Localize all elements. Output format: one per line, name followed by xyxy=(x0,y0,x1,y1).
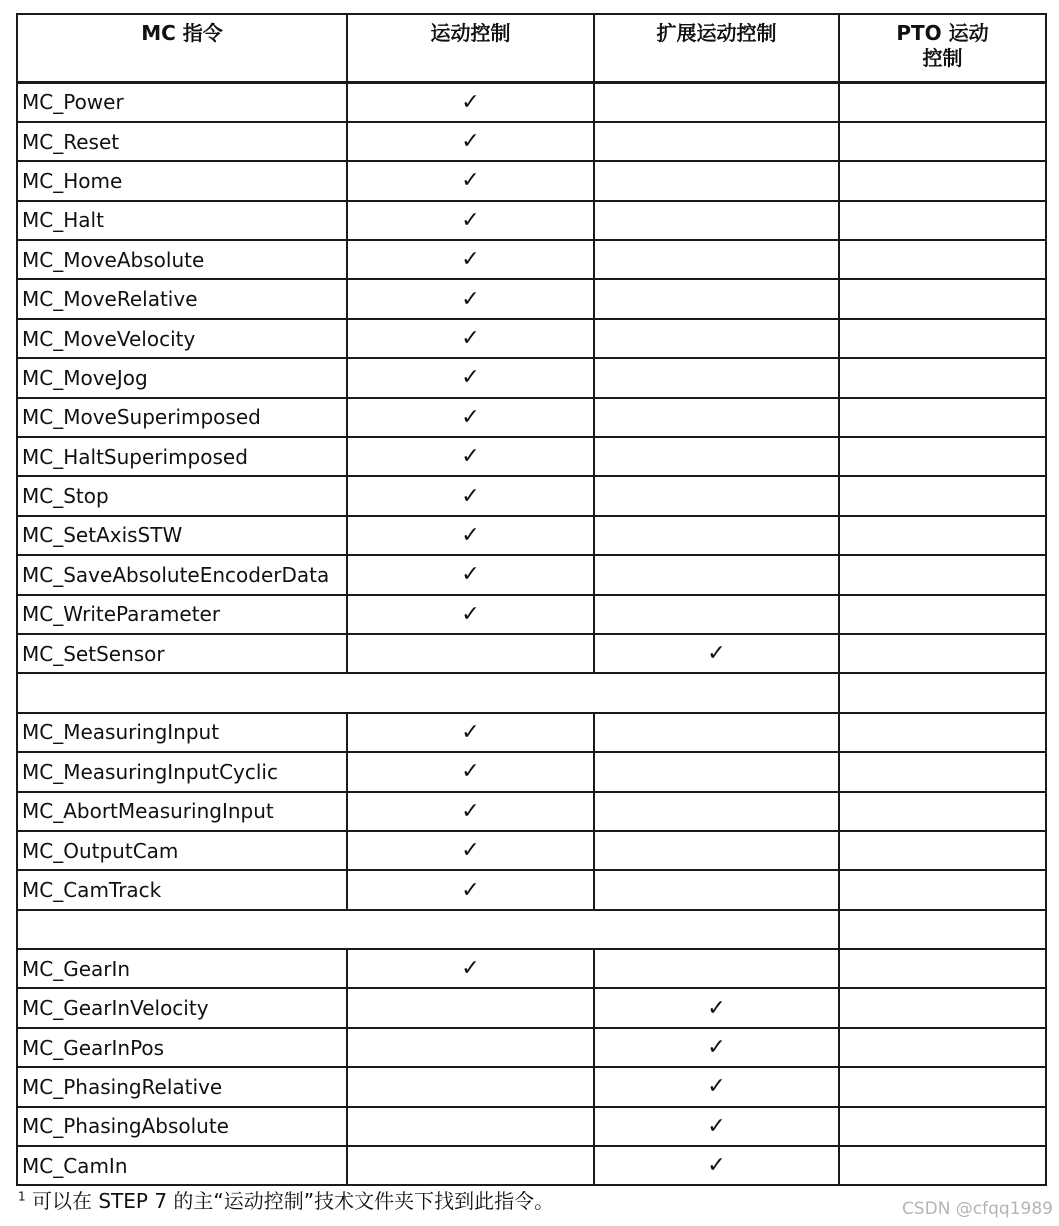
checkmark-icon: ✓ xyxy=(347,122,594,161)
empty-cell xyxy=(594,713,839,752)
empty-cell xyxy=(594,870,839,909)
empty-cell xyxy=(839,831,1046,870)
checkmark-icon: ✓ xyxy=(347,437,594,476)
table-row xyxy=(17,398,1046,437)
empty-cell xyxy=(347,988,594,1027)
empty-cell xyxy=(594,949,839,988)
empty-cell xyxy=(839,555,1046,594)
empty-cell xyxy=(594,792,839,831)
empty-cell xyxy=(839,595,1046,634)
table-row xyxy=(17,555,1046,594)
table-row xyxy=(17,713,1046,752)
instruction-name: MC_Home xyxy=(17,161,347,200)
empty-cell xyxy=(594,319,839,358)
instruction-name: MC_GearIn xyxy=(17,949,347,988)
instruction-name: MC_WriteParameter xyxy=(17,595,347,634)
checkmark-icon: ✓ xyxy=(594,1146,839,1185)
table-body xyxy=(17,83,1046,1186)
checkmark-icon: ✓ xyxy=(594,1067,839,1106)
checkmark-icon: ✓ xyxy=(347,516,594,555)
empty-cell xyxy=(594,476,839,515)
empty-cell xyxy=(839,870,1046,909)
mc-instruction-table xyxy=(16,13,1047,1186)
checkmark-icon: ✓ xyxy=(594,988,839,1027)
empty-cell xyxy=(347,1107,594,1146)
checkmark-icon: ✓ xyxy=(347,870,594,909)
instruction-name: MC_SetAxisSTW xyxy=(17,516,347,555)
empty-cell xyxy=(594,122,839,161)
table-row xyxy=(17,83,1046,122)
empty-cell xyxy=(839,752,1046,791)
empty-cell xyxy=(839,988,1046,1027)
instruction-name: MC_MoveJog xyxy=(17,358,347,397)
empty-cell xyxy=(594,398,839,437)
empty-cell xyxy=(594,201,839,240)
empty-cell xyxy=(839,1067,1046,1106)
instruction-name: MC_GearInVelocity xyxy=(17,988,347,1027)
instruction-name: MC_CamTrack xyxy=(17,870,347,909)
checkmark-icon: ✓ xyxy=(347,83,594,122)
checkmark-icon: ✓ xyxy=(347,201,594,240)
checkmark-icon: ✓ xyxy=(347,595,594,634)
empty-cell xyxy=(839,319,1046,358)
checkmark-icon: ✓ xyxy=(347,792,594,831)
separator-row xyxy=(17,673,1046,712)
instruction-name: MC_SetSensor xyxy=(17,634,347,673)
table-row xyxy=(17,949,1046,988)
empty-cell xyxy=(839,949,1046,988)
instruction-name: MC_OutputCam xyxy=(17,831,347,870)
header-row xyxy=(17,14,1046,83)
instruction-name: MC_MoveRelative xyxy=(17,279,347,318)
instruction-name: MC_MeasuringInputCyclic xyxy=(17,752,347,791)
table-row xyxy=(17,1028,1046,1067)
header-motion-control: 运动控制 xyxy=(347,14,594,83)
header-pto-motion-control: PTO 运动控制 xyxy=(839,14,1046,83)
table-row xyxy=(17,516,1046,555)
empty-cell xyxy=(594,831,839,870)
empty-cell xyxy=(594,437,839,476)
table-row xyxy=(17,161,1046,200)
instruction-name: MC_Stop xyxy=(17,476,347,515)
table-row xyxy=(17,752,1046,791)
instruction-name: MC_Halt xyxy=(17,201,347,240)
table-row xyxy=(17,1107,1046,1146)
checkmark-icon: ✓ xyxy=(347,949,594,988)
instruction-name: MC_PhasingRelative xyxy=(17,1067,347,1106)
table-row xyxy=(17,1146,1046,1185)
empty-cell xyxy=(347,634,594,673)
empty-cell xyxy=(839,1028,1046,1067)
checkmark-icon: ✓ xyxy=(347,713,594,752)
instruction-name: MC_MoveVelocity xyxy=(17,319,347,358)
empty-cell xyxy=(347,1067,594,1106)
empty-cell xyxy=(839,476,1046,515)
empty-cell xyxy=(839,398,1046,437)
empty-cell xyxy=(839,358,1046,397)
instruction-name: MC_GearInPos xyxy=(17,1028,347,1067)
empty-cell xyxy=(839,201,1046,240)
empty-cell xyxy=(839,437,1046,476)
checkmark-icon: ✓ xyxy=(347,240,594,279)
table-row xyxy=(17,988,1046,1027)
separator-cell xyxy=(839,910,1046,949)
footnote-text: 可以在 STEP 7 的主“运动控制”技术文件夹下找到此指令。 xyxy=(32,1189,555,1213)
instruction-name: MC_SaveAbsoluteEncoderData xyxy=(17,555,347,594)
table-row xyxy=(17,634,1046,673)
checkmark-icon: ✓ xyxy=(347,398,594,437)
table-row xyxy=(17,122,1046,161)
table-row xyxy=(17,358,1046,397)
table-row xyxy=(17,476,1046,515)
table-row xyxy=(17,870,1046,909)
empty-cell xyxy=(839,634,1046,673)
empty-cell xyxy=(594,279,839,318)
empty-cell xyxy=(594,595,839,634)
checkmark-icon: ✓ xyxy=(347,476,594,515)
checkmark-icon: ✓ xyxy=(594,1107,839,1146)
separator-row xyxy=(17,910,1046,949)
checkmark-icon: ✓ xyxy=(347,279,594,318)
watermark: CSDN @cfqq1989 xyxy=(901,1199,1053,1219)
table-row xyxy=(17,279,1046,318)
empty-cell xyxy=(839,240,1046,279)
table-row xyxy=(17,437,1046,476)
empty-cell xyxy=(594,240,839,279)
checkmark-icon: ✓ xyxy=(347,319,594,358)
table-row xyxy=(17,1067,1046,1106)
empty-cell xyxy=(594,516,839,555)
empty-cell xyxy=(594,358,839,397)
instruction-name: MC_MoveSuperimposed xyxy=(17,398,347,437)
empty-cell xyxy=(839,83,1046,122)
empty-cell xyxy=(839,516,1046,555)
instruction-name: MC_MoveAbsolute xyxy=(17,240,347,279)
empty-cell xyxy=(839,279,1046,318)
checkmark-icon: ✓ xyxy=(594,634,839,673)
empty-cell xyxy=(347,1146,594,1185)
empty-cell xyxy=(839,1107,1046,1146)
checkmark-icon: ✓ xyxy=(594,1028,839,1067)
empty-cell xyxy=(839,713,1046,752)
instruction-name: MC_Reset xyxy=(17,122,347,161)
separator-cell xyxy=(17,910,839,949)
header-mc-instruction: MC 指令 xyxy=(17,14,347,83)
empty-cell xyxy=(594,555,839,594)
empty-cell xyxy=(839,1146,1046,1185)
empty-cell xyxy=(839,161,1046,200)
table-row xyxy=(17,319,1046,358)
table-row xyxy=(17,240,1046,279)
header-extended-motion-control: 扩展运动控制 xyxy=(594,14,839,83)
empty-cell xyxy=(594,83,839,122)
separator-cell xyxy=(839,673,1046,712)
instruction-name: MC_PhasingAbsolute xyxy=(17,1107,347,1146)
checkmark-icon: ✓ xyxy=(347,555,594,594)
table-row xyxy=(17,792,1046,831)
empty-cell xyxy=(347,1028,594,1067)
empty-cell xyxy=(594,752,839,791)
footnote xyxy=(18,1185,554,1214)
instruction-name: MC_AbortMeasuringInput xyxy=(17,792,347,831)
table-row xyxy=(17,831,1046,870)
separator-cell xyxy=(17,673,839,712)
instruction-name: MC_MeasuringInput xyxy=(17,713,347,752)
instruction-name: MC_HaltSuperimposed xyxy=(17,437,347,476)
checkmark-icon: ✓ xyxy=(347,752,594,791)
empty-cell xyxy=(839,122,1046,161)
checkmark-icon: ✓ xyxy=(347,358,594,397)
instruction-name: MC_Power xyxy=(17,83,347,122)
instruction-name: MC_CamIn xyxy=(17,1146,347,1185)
checkmark-icon: ✓ xyxy=(347,831,594,870)
table-row xyxy=(17,595,1046,634)
checkmark-icon: ✓ xyxy=(347,161,594,200)
table-row xyxy=(17,201,1046,240)
empty-cell xyxy=(594,161,839,200)
footnote-marker: 1 xyxy=(18,1189,26,1204)
empty-cell xyxy=(839,792,1046,831)
